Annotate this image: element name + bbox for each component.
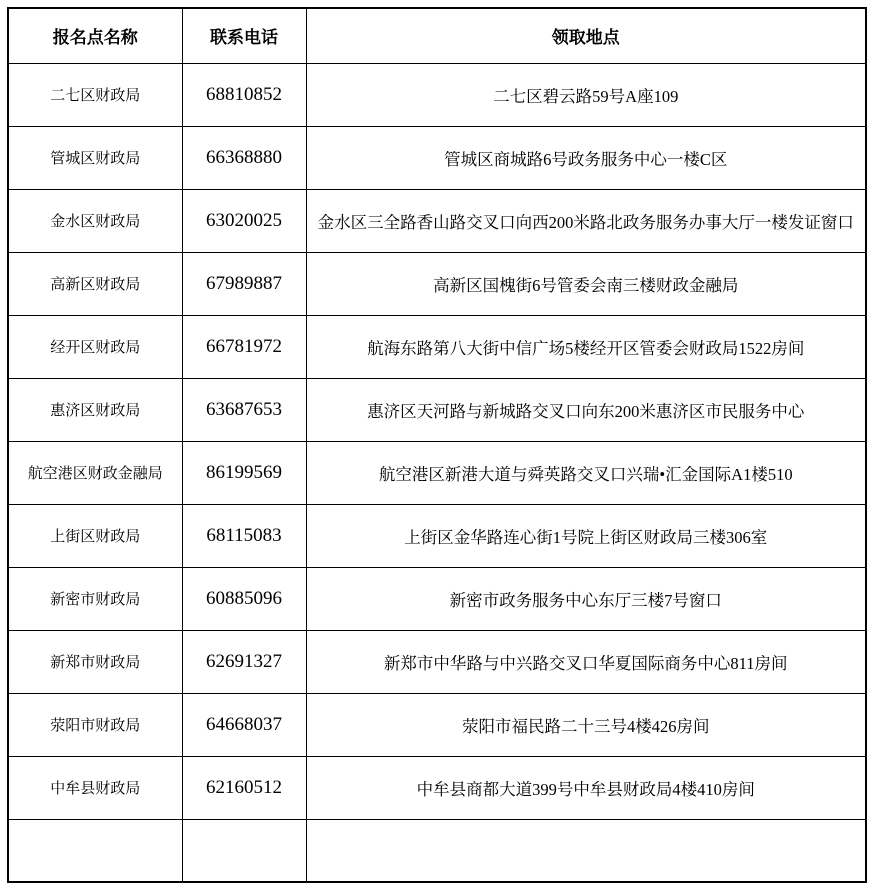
empty-cell (306, 819, 866, 882)
cell-phone: 63687653 (182, 378, 306, 441)
cell-phone: 63020025 (182, 189, 306, 252)
cell-site-name: 金水区财政局 (8, 189, 182, 252)
cell-pickup-location: 高新区国槐街6号管委会南三楼财政金融局 (306, 252, 866, 315)
table-row (8, 378, 866, 441)
cell-site-name: 新郑市财政局 (8, 630, 182, 693)
table-row (8, 126, 866, 189)
table-row (8, 189, 866, 252)
cell-phone: 62160512 (182, 756, 306, 819)
cell-phone: 68115083 (182, 504, 306, 567)
registration-points-table (7, 7, 867, 883)
cell-pickup-location: 管城区商城路6号政务服务中心一楼C区 (306, 126, 866, 189)
cell-phone: 68810852 (182, 63, 306, 126)
cell-pickup-location: 新郑市中华路与中兴路交叉口华夏国际商务中心811房间 (306, 630, 866, 693)
cell-pickup-location: 上街区金华路连心街1号院上街区财政局三楼306室 (306, 504, 866, 567)
cell-phone: 60885096 (182, 567, 306, 630)
table-row (8, 63, 866, 126)
cell-site-name: 惠济区财政局 (8, 378, 182, 441)
cell-phone: 64668037 (182, 693, 306, 756)
column-header-site-name: 报名点名称 (8, 8, 182, 63)
cell-phone: 62691327 (182, 630, 306, 693)
column-header-pickup-location: 领取地点 (306, 8, 866, 63)
table-row (8, 756, 866, 819)
cell-pickup-location: 航空港区新港大道与舜英路交叉口兴瑞•汇金国际A1楼510 (306, 441, 866, 504)
cell-pickup-location: 金水区三全路香山路交叉口向西200米路北政务服务办事大厅一楼发证窗口 (306, 189, 866, 252)
table-body (8, 63, 866, 882)
cell-phone: 86199569 (182, 441, 306, 504)
cell-site-name: 中牟县财政局 (8, 756, 182, 819)
cell-site-name: 二七区财政局 (8, 63, 182, 126)
cell-site-name: 经开区财政局 (8, 315, 182, 378)
cell-phone: 66781972 (182, 315, 306, 378)
cell-pickup-location: 新密市政务服务中心东厅三楼7号窗口 (306, 567, 866, 630)
table-header-row (8, 8, 866, 63)
cell-pickup-location: 二七区碧云路59号A座109 (306, 63, 866, 126)
cell-pickup-location: 中牟县商都大道399号中牟县财政局4楼410房间 (306, 756, 866, 819)
table-row (8, 504, 866, 567)
cell-site-name: 荥阳市财政局 (8, 693, 182, 756)
table-row (8, 315, 866, 378)
cell-site-name: 上街区财政局 (8, 504, 182, 567)
cell-site-name: 管城区财政局 (8, 126, 182, 189)
cell-phone: 67989887 (182, 252, 306, 315)
empty-cell (8, 819, 182, 882)
table-row (8, 441, 866, 504)
table-row (8, 630, 866, 693)
table-row (8, 567, 866, 630)
cell-pickup-location: 荥阳市福民路二十三号4楼426房间 (306, 693, 866, 756)
cell-site-name: 高新区财政局 (8, 252, 182, 315)
empty-cell (182, 819, 306, 882)
cell-phone: 66368880 (182, 126, 306, 189)
cell-site-name: 新密市财政局 (8, 567, 182, 630)
registration-points-table-wrapper (7, 7, 867, 883)
cell-pickup-location: 惠济区天河路与新城路交叉口向东200米惠济区市民服务中心 (306, 378, 866, 441)
table-row (8, 252, 866, 315)
column-header-phone: 联系电话 (182, 8, 306, 63)
table-row (8, 693, 866, 756)
table-row-partial (8, 819, 866, 882)
cell-pickup-location: 航海东路第八大街中信广场5楼经开区管委会财政局1522房间 (306, 315, 866, 378)
cell-site-name: 航空港区财政金融局 (8, 441, 182, 504)
